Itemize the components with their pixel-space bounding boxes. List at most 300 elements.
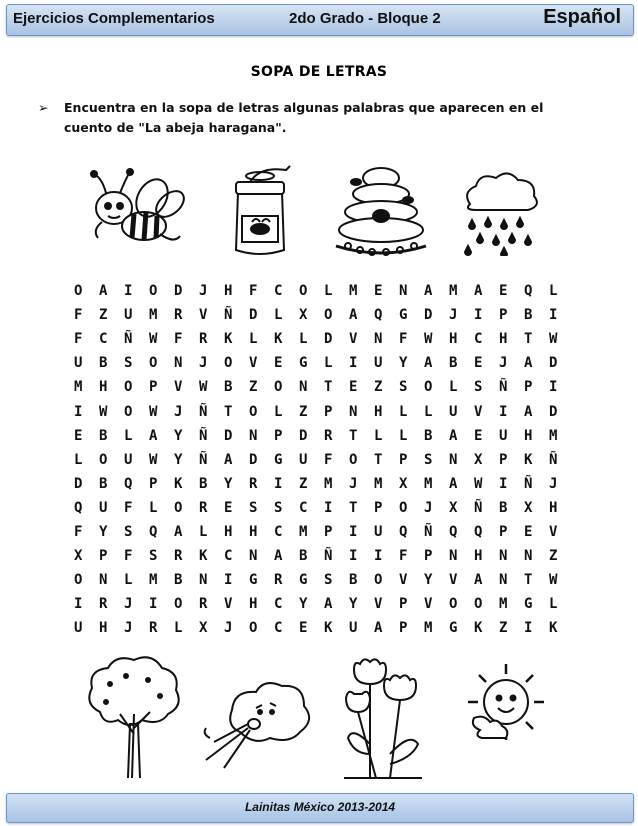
grid-letter: D — [424, 307, 433, 324]
grid-letter: Z — [249, 379, 258, 396]
grid-letter: G — [449, 620, 458, 637]
tree-icon — [80, 654, 184, 780]
grid-letter: S — [149, 548, 158, 565]
grid-letter: V — [349, 331, 358, 348]
grid-letter: O — [474, 596, 483, 613]
grid-letter: M — [424, 620, 433, 637]
grid-letter: K — [174, 475, 183, 492]
grid-letter: U — [449, 403, 458, 420]
grid-letter: A — [424, 283, 433, 300]
grid-letter: L — [174, 620, 183, 637]
grid-letter: O — [224, 355, 233, 372]
grid-letter: U — [374, 523, 383, 540]
grid-letter: O — [349, 451, 358, 468]
sun-icon — [460, 660, 550, 752]
grid-letter: Ñ — [224, 307, 233, 324]
wind-cloud-icon — [200, 672, 318, 776]
grid-letter: J — [174, 403, 183, 420]
grid-letter: J — [349, 475, 358, 492]
grid-row — [74, 327, 574, 351]
header-subject: Español — [543, 6, 621, 28]
grid-letter: T — [324, 379, 333, 396]
grid-letter: Ñ — [199, 427, 208, 444]
grid-letter: Y — [424, 572, 433, 589]
grid-letter: I — [499, 475, 508, 492]
grid-letter: R — [174, 548, 183, 565]
grid-letter: C — [99, 331, 108, 348]
grid-letter: L — [249, 331, 258, 348]
grid-letter: J — [424, 499, 433, 516]
grid-letter: Ñ — [424, 523, 433, 540]
grid-letter: R — [174, 307, 183, 324]
grid-letter: C — [274, 620, 283, 637]
grid-letter: O — [149, 355, 158, 372]
grid-letter: Ñ — [199, 451, 208, 468]
grid-letter: N — [99, 572, 108, 589]
grid-letter: I — [124, 283, 133, 300]
grid-letter: H — [474, 548, 483, 565]
grid-letter: A — [449, 475, 458, 492]
grid-letter: F — [74, 307, 83, 324]
grid-letter: O — [374, 572, 383, 589]
grid-letter: W — [549, 331, 558, 348]
grid-letter: V — [424, 596, 433, 613]
grid-letter: A — [174, 523, 183, 540]
grid-letter: Y — [349, 596, 358, 613]
grid-letter: E — [499, 283, 508, 300]
grid-letter: R — [199, 596, 208, 613]
instruction-text: Encuentra en la sopa de letras algunas palabras que aparecen en el cuento de "La abeja haragana". — [64, 100, 544, 135]
grid-letter: Z — [99, 307, 108, 324]
grid-letter: T — [524, 331, 533, 348]
grid-letter: L — [449, 379, 458, 396]
header-bar — [6, 4, 634, 36]
grid-letter: N — [299, 379, 308, 396]
grid-letter: L — [149, 499, 158, 516]
grid-letter: X — [524, 499, 533, 516]
grid-letter: H — [224, 523, 233, 540]
grid-letter: W — [549, 572, 558, 589]
grid-letter: E — [474, 427, 483, 444]
bullet-arrow-icon: ➢ — [38, 100, 49, 115]
grid-letter: B — [424, 427, 433, 444]
grid-letter: L — [424, 403, 433, 420]
grid-letter: G — [399, 307, 408, 324]
grid-letter: K — [224, 331, 233, 348]
grid-letter: V — [399, 572, 408, 589]
grid-letter: P — [324, 403, 333, 420]
grid-letter: B — [199, 475, 208, 492]
grid-letter: B — [99, 355, 108, 372]
grid-letter: A — [374, 620, 383, 637]
grid-letter: L — [274, 403, 283, 420]
footer-credit: Lainitas México 2013-2014 — [244, 800, 396, 814]
grid-letter: W — [474, 475, 483, 492]
grid-letter: Ñ — [524, 475, 533, 492]
grid-letter: E — [74, 427, 83, 444]
grid-letter: H — [524, 427, 533, 444]
grid-letter: I — [149, 596, 158, 613]
grid-letter: V — [474, 403, 483, 420]
grid-letter: U — [299, 451, 308, 468]
grid-letter: F — [124, 499, 133, 516]
grid-letter: I — [74, 596, 83, 613]
grid-letter: X — [449, 499, 458, 516]
grid-letter: E — [224, 499, 233, 516]
grid-letter: F — [124, 548, 133, 565]
grid-letter: P — [499, 307, 508, 324]
grid-row — [74, 351, 574, 375]
grid-letter: D — [549, 355, 558, 372]
grid-letter: D — [324, 331, 333, 348]
grid-letter: E — [299, 620, 308, 637]
grid-letter: F — [399, 331, 408, 348]
grid-letter: P — [399, 451, 408, 468]
header-course: Ejercicios Complementarios — [13, 10, 215, 27]
grid-letter: I — [74, 403, 83, 420]
grid-letter: D — [74, 475, 83, 492]
grid-letter: F — [399, 548, 408, 565]
grid-letter: L — [74, 451, 83, 468]
grid-letter: E — [474, 355, 483, 372]
grid-letter: Z — [374, 379, 383, 396]
grid-letter: Ñ — [499, 379, 508, 396]
grid-letter: Y — [174, 451, 183, 468]
grid-letter: W — [99, 403, 108, 420]
grid-letter: B — [349, 572, 358, 589]
grid-letter: U — [349, 620, 358, 637]
grid-letter: A — [224, 451, 233, 468]
grid-letter: O — [99, 451, 108, 468]
grid-letter: B — [499, 499, 508, 516]
grid-letter: W — [149, 331, 158, 348]
grid-letter: O — [74, 283, 83, 300]
grid-letter: P — [149, 379, 158, 396]
grid-letter: Q — [399, 523, 408, 540]
grid-letter: B — [174, 572, 183, 589]
grid-row — [74, 279, 574, 303]
grid-row — [74, 424, 574, 448]
grid-letter: N — [499, 572, 508, 589]
grid-letter: X — [74, 548, 83, 565]
grid-letter: J — [499, 355, 508, 372]
grid-letter: O — [399, 499, 408, 516]
grid-letter: A — [149, 427, 158, 444]
grid-letter: Z — [499, 620, 508, 637]
grid-letter: G — [299, 572, 308, 589]
grid-row — [74, 592, 574, 616]
grid-letter: J — [549, 475, 558, 492]
grid-letter: H — [224, 283, 233, 300]
grid-letter: S — [124, 523, 133, 540]
grid-letter: U — [374, 355, 383, 372]
grid-letter: M — [424, 475, 433, 492]
grid-letter: L — [549, 283, 558, 300]
grid-letter: O — [424, 379, 433, 396]
grid-letter: H — [249, 523, 258, 540]
grid-letter: D — [299, 427, 308, 444]
grid-letter: I — [324, 499, 333, 516]
grid-letter: M — [549, 427, 558, 444]
grid-letter: I — [274, 475, 283, 492]
grid-letter: A — [349, 307, 358, 324]
grid-letter: A — [449, 427, 458, 444]
grid-letter: J — [199, 283, 208, 300]
grid-letter: E — [524, 523, 533, 540]
grid-letter: I — [474, 307, 483, 324]
grid-letter: Y — [224, 475, 233, 492]
grid-letter: X — [399, 475, 408, 492]
grid-letter: N — [399, 283, 408, 300]
grid-letter: D — [174, 283, 183, 300]
footer-bar — [6, 793, 634, 823]
grid-letter: P — [499, 451, 508, 468]
grid-letter: V — [249, 355, 258, 372]
grid-letter: O — [124, 403, 133, 420]
grid-letter: R — [324, 427, 333, 444]
instruction — [38, 98, 578, 138]
grid-letter: U — [74, 355, 83, 372]
grid-letter: M — [299, 523, 308, 540]
grid-letter: A — [524, 403, 533, 420]
grid-letter: R — [199, 331, 208, 348]
grid-letter: Ñ — [124, 331, 133, 348]
grid-letter: S — [424, 451, 433, 468]
grid-letter: M — [324, 475, 333, 492]
grid-letter: D — [224, 427, 233, 444]
grid-letter: S — [324, 572, 333, 589]
rain-cloud-icon — [458, 170, 542, 256]
grid-letter: Y — [399, 355, 408, 372]
grid-letter: I — [549, 379, 558, 396]
grid-letter: F — [74, 331, 83, 348]
grid-letter: Y — [174, 427, 183, 444]
grid-letter: M — [74, 379, 83, 396]
grid-row — [74, 472, 574, 496]
grid-letter: I — [224, 572, 233, 589]
grid-letter: D — [249, 307, 258, 324]
grid-row — [74, 568, 574, 592]
grid-row — [74, 520, 574, 544]
grid-letter: K — [199, 548, 208, 565]
grid-letter: R — [274, 572, 283, 589]
grid-letter: G — [299, 355, 308, 372]
grid-letter: L — [274, 307, 283, 324]
grid-letter: Q — [149, 523, 158, 540]
grid-letter: H — [99, 620, 108, 637]
grid-letter: J — [199, 355, 208, 372]
grid-letter: B — [224, 379, 233, 396]
grid-letter: Z — [549, 548, 558, 565]
grid-letter: H — [549, 499, 558, 516]
grid-letter: N — [374, 331, 383, 348]
grid-row — [74, 375, 574, 399]
grid-row — [74, 399, 574, 423]
grid-letter: O — [299, 283, 308, 300]
grid-letter: V — [174, 379, 183, 396]
grid-letter: P — [424, 548, 433, 565]
grid-letter: N — [349, 403, 358, 420]
grid-letter: H — [449, 331, 458, 348]
grid-letter: F — [74, 523, 83, 540]
grid-letter: I — [349, 355, 358, 372]
grid-letter: F — [249, 283, 258, 300]
grid-letter: C — [224, 548, 233, 565]
grid-letter: S — [399, 379, 408, 396]
word-search-grid — [74, 279, 574, 641]
grid-letter: A — [99, 283, 108, 300]
grid-letter: I — [349, 548, 358, 565]
grid-letter: L — [549, 596, 558, 613]
grid-letter: O — [274, 379, 283, 396]
grid-letter: J — [449, 307, 458, 324]
grid-letter: I — [549, 307, 558, 324]
grid-letter: K — [324, 620, 333, 637]
grid-letter: T — [349, 427, 358, 444]
grid-letter: K — [274, 331, 283, 348]
bee-icon — [80, 160, 188, 260]
grid-letter: C — [474, 331, 483, 348]
grid-letter: O — [174, 499, 183, 516]
grid-letter: A — [274, 548, 283, 565]
grid-letter: X — [299, 307, 308, 324]
grid-letter: V — [199, 307, 208, 324]
grid-letter: H — [249, 596, 258, 613]
grid-letter: Q — [374, 307, 383, 324]
grid-letter: Z — [299, 403, 308, 420]
grid-letter: A — [424, 355, 433, 372]
grid-letter: N — [199, 572, 208, 589]
grid-letter: Q — [124, 475, 133, 492]
grid-letter: W — [424, 331, 433, 348]
honey-jar-icon — [220, 162, 300, 260]
grid-letter: P — [99, 548, 108, 565]
grid-letter: I — [349, 523, 358, 540]
grid-letter: N — [174, 355, 183, 372]
grid-letter: L — [299, 331, 308, 348]
grid-letter: M — [374, 475, 383, 492]
grid-letter: L — [324, 283, 333, 300]
grid-letter: R — [99, 596, 108, 613]
grid-letter: I — [524, 620, 533, 637]
grid-letter: R — [149, 620, 158, 637]
grid-letter: P — [374, 499, 383, 516]
grid-letter: J — [224, 620, 233, 637]
grid-letter: Y — [299, 596, 308, 613]
grid-letter: P — [499, 523, 508, 540]
grid-letter: K — [474, 620, 483, 637]
grid-letter: T — [224, 403, 233, 420]
grid-letter: L — [124, 427, 133, 444]
grid-letter: U — [499, 427, 508, 444]
grid-letter: S — [249, 499, 258, 516]
grid-letter: L — [399, 403, 408, 420]
flowers-icon — [340, 654, 426, 780]
grid-letter: V — [549, 523, 558, 540]
grid-letter: P — [399, 620, 408, 637]
grid-letter: G — [249, 572, 258, 589]
grid-letter: T — [349, 499, 358, 516]
grid-letter: F — [324, 451, 333, 468]
grid-letter: M — [499, 596, 508, 613]
grid-letter: N — [449, 451, 458, 468]
grid-letter: J — [124, 596, 133, 613]
grid-letter: N — [499, 548, 508, 565]
grid-letter: L — [199, 523, 208, 540]
grid-letter: S — [474, 379, 483, 396]
grid-letter: A — [524, 355, 533, 372]
grid-letter: B — [449, 355, 458, 372]
grid-letter: M — [149, 307, 158, 324]
grid-letter: C — [274, 523, 283, 540]
grid-letter: P — [399, 596, 408, 613]
grid-letter: B — [99, 427, 108, 444]
grid-letter: L — [374, 427, 383, 444]
grid-letter: N — [524, 548, 533, 565]
grid-letter: K — [524, 451, 533, 468]
grid-letter: O — [249, 403, 258, 420]
grid-letter: X — [199, 620, 208, 637]
grid-letter: M — [449, 283, 458, 300]
grid-letter: N — [249, 427, 258, 444]
grid-letter: A — [474, 572, 483, 589]
grid-letter: T — [374, 451, 383, 468]
grid-letter: P — [274, 427, 283, 444]
grid-letter: Ñ — [324, 548, 333, 565]
grid-letter: O — [324, 307, 333, 324]
grid-letter: P — [524, 379, 533, 396]
grid-letter: K — [549, 620, 558, 637]
grid-letter: V — [224, 596, 233, 613]
grid-letter: B — [99, 475, 108, 492]
grid-letter: L — [399, 427, 408, 444]
grid-letter: S — [274, 499, 283, 516]
grid-letter: J — [124, 620, 133, 637]
grid-letter: Ñ — [549, 451, 558, 468]
grid-letter: P — [149, 475, 158, 492]
grid-letter: O — [124, 379, 133, 396]
grid-letter: Ñ — [474, 499, 483, 516]
grid-letter: H — [499, 331, 508, 348]
grid-letter: G — [274, 451, 283, 468]
grid-letter: E — [374, 283, 383, 300]
grid-letter: M — [349, 283, 358, 300]
grid-letter: A — [474, 283, 483, 300]
grid-letter: C — [274, 596, 283, 613]
grid-letter: E — [349, 379, 358, 396]
grid-letter: I — [374, 548, 383, 565]
grid-letter: W — [149, 403, 158, 420]
grid-letter: Ñ — [199, 403, 208, 420]
grid-letter: H — [374, 403, 383, 420]
grid-letter: B — [299, 548, 308, 565]
grid-letter: O — [74, 572, 83, 589]
grid-letter: L — [124, 572, 133, 589]
grid-letter: Q — [449, 523, 458, 540]
grid-letter: W — [199, 379, 208, 396]
page-title: SOPA DE LETRAS — [250, 64, 388, 80]
grid-letter: D — [249, 451, 258, 468]
grid-letter: R — [249, 475, 258, 492]
grid-letter: Q — [74, 499, 83, 516]
grid-row — [74, 448, 574, 472]
grid-letter: F — [174, 331, 183, 348]
grid-letter: P — [324, 523, 333, 540]
grid-letter: U — [99, 499, 108, 516]
grid-letter: A — [324, 596, 333, 613]
grid-row — [74, 544, 574, 568]
grid-letter: O — [174, 596, 183, 613]
